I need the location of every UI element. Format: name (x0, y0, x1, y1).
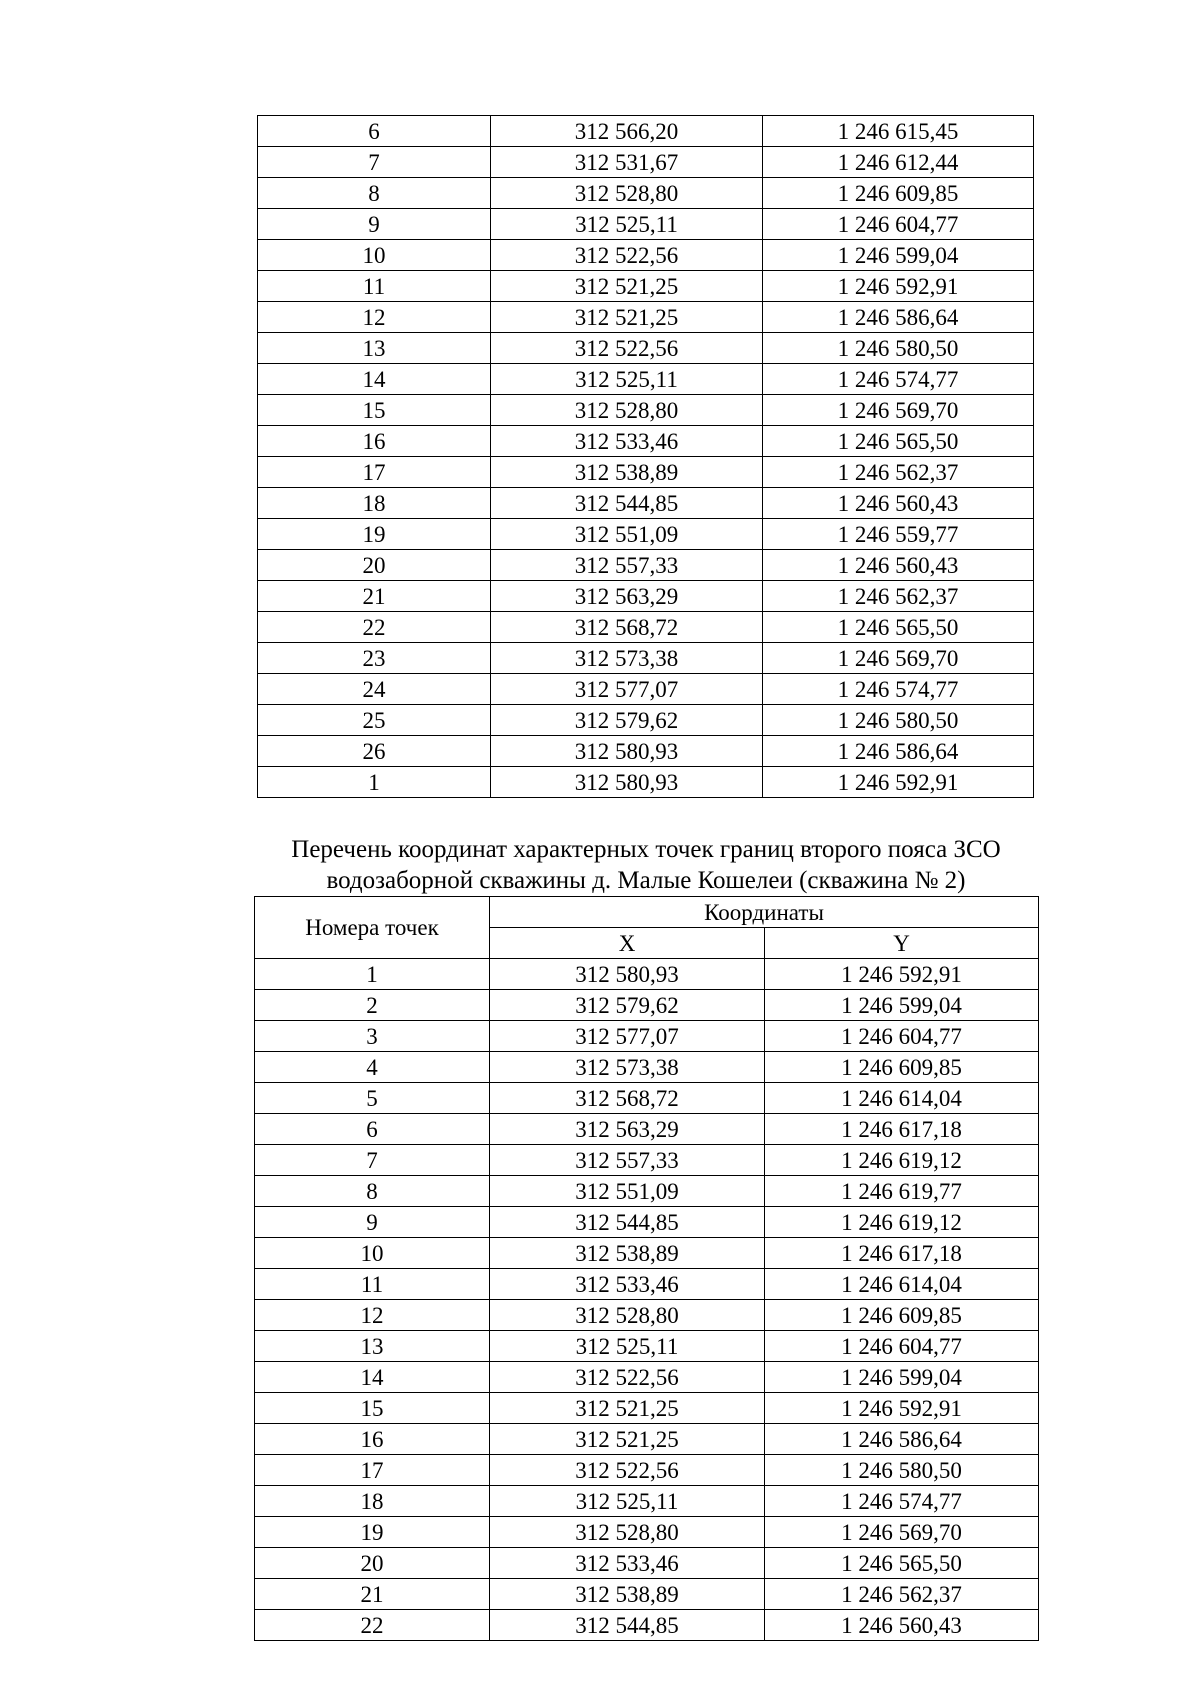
y-coordinate-cell: 1 246 574,77 (763, 364, 1034, 395)
point-number-cell: 21 (258, 581, 491, 612)
point-number-cell: 11 (255, 1269, 490, 1300)
x-coordinate-cell: 312 525,11 (491, 209, 763, 240)
table-row (258, 426, 1034, 457)
header-coordinates: Координаты (490, 897, 1039, 928)
point-number-cell: 13 (258, 333, 491, 364)
y-coordinate-cell: 1 246 580,50 (763, 705, 1034, 736)
x-coordinate-cell: 312 563,29 (490, 1114, 765, 1145)
table-row (258, 767, 1034, 798)
table-row (258, 178, 1034, 209)
point-number-cell: 20 (255, 1548, 490, 1579)
caption-line-2: водозаборной скважины д. Малые Кошелеи (скважина № 2) (326, 867, 966, 894)
second-zone-coordinates-table (254, 896, 1039, 1641)
table-row (255, 990, 1039, 1021)
table-row (258, 674, 1034, 705)
table-row (258, 488, 1034, 519)
point-number-cell: 9 (258, 209, 491, 240)
point-number-cell: 1 (258, 767, 491, 798)
y-coordinate-cell: 1 246 562,37 (763, 581, 1034, 612)
table-body (258, 116, 1034, 798)
y-coordinate-cell: 1 246 612,44 (763, 147, 1034, 178)
y-coordinate-cell: 1 246 562,37 (765, 1579, 1039, 1610)
x-coordinate-cell: 312 521,25 (490, 1393, 765, 1424)
point-number-cell: 16 (255, 1424, 490, 1455)
x-coordinate-cell: 312 521,25 (491, 302, 763, 333)
point-number-cell: 4 (255, 1052, 490, 1083)
y-coordinate-cell: 1 246 569,70 (763, 395, 1034, 426)
y-coordinate-cell: 1 246 592,91 (765, 959, 1039, 990)
table-row (255, 1238, 1039, 1269)
point-number-cell: 3 (255, 1021, 490, 1052)
y-coordinate-cell: 1 246 580,50 (765, 1455, 1039, 1486)
point-number-cell: 12 (258, 302, 491, 333)
table-row (255, 1517, 1039, 1548)
x-coordinate-cell: 312 579,62 (490, 990, 765, 1021)
x-coordinate-cell: 312 568,72 (491, 612, 763, 643)
y-coordinate-cell: 1 246 565,50 (765, 1548, 1039, 1579)
table-row (258, 550, 1034, 581)
x-coordinate-cell: 312 528,80 (490, 1517, 765, 1548)
table-row (255, 1424, 1039, 1455)
table-row (255, 1145, 1039, 1176)
table-row (258, 240, 1034, 271)
x-coordinate-cell: 312 525,11 (491, 364, 763, 395)
y-coordinate-cell: 1 246 604,77 (763, 209, 1034, 240)
point-number-cell: 18 (255, 1486, 490, 1517)
table-row (255, 1362, 1039, 1393)
header-point-numbers: Номера точек (255, 897, 490, 959)
x-coordinate-cell: 312 528,80 (491, 178, 763, 209)
point-number-cell: 24 (258, 674, 491, 705)
table-header (255, 897, 1039, 959)
point-number-cell: 2 (255, 990, 490, 1021)
table-caption (254, 834, 1038, 896)
table-row (255, 1021, 1039, 1052)
x-coordinate-cell: 312 522,56 (490, 1455, 765, 1486)
x-coordinate-cell: 312 528,80 (490, 1300, 765, 1331)
table-row (255, 1052, 1039, 1083)
table-row (255, 1176, 1039, 1207)
y-coordinate-cell: 1 246 599,04 (763, 240, 1034, 271)
point-number-cell: 10 (258, 240, 491, 271)
y-coordinate-cell: 1 246 560,43 (763, 550, 1034, 581)
table-row (258, 116, 1034, 147)
y-coordinate-cell: 1 246 617,18 (765, 1238, 1039, 1269)
x-coordinate-cell: 312 580,93 (490, 959, 765, 990)
y-coordinate-cell: 1 246 604,77 (765, 1331, 1039, 1362)
x-coordinate-cell: 312 544,85 (491, 488, 763, 519)
y-coordinate-cell: 1 246 609,85 (763, 178, 1034, 209)
point-number-cell: 6 (258, 116, 491, 147)
point-number-cell: 23 (258, 643, 491, 674)
x-coordinate-cell: 312 544,85 (490, 1610, 765, 1641)
y-coordinate-cell: 1 246 586,64 (765, 1424, 1039, 1455)
table-row (258, 457, 1034, 488)
x-coordinate-cell: 312 538,89 (491, 457, 763, 488)
point-number-cell: 22 (258, 612, 491, 643)
point-number-cell: 17 (255, 1455, 490, 1486)
y-coordinate-cell: 1 246 560,43 (763, 488, 1034, 519)
y-coordinate-cell: 1 246 599,04 (765, 990, 1039, 1021)
y-coordinate-cell: 1 246 592,91 (763, 767, 1034, 798)
x-coordinate-cell: 312 521,25 (490, 1424, 765, 1455)
x-coordinate-cell: 312 522,56 (490, 1362, 765, 1393)
y-coordinate-cell: 1 246 617,18 (765, 1114, 1039, 1145)
table-row (258, 395, 1034, 426)
point-number-cell: 17 (258, 457, 491, 488)
y-coordinate-cell: 1 246 580,50 (763, 333, 1034, 364)
y-coordinate-cell: 1 246 604,77 (765, 1021, 1039, 1052)
header-x: X (490, 928, 765, 959)
x-coordinate-cell: 312 533,46 (490, 1269, 765, 1300)
point-number-cell: 18 (258, 488, 491, 519)
y-coordinate-cell: 1 246 619,77 (765, 1176, 1039, 1207)
point-number-cell: 10 (255, 1238, 490, 1269)
point-number-cell: 7 (258, 147, 491, 178)
table-row (255, 1455, 1039, 1486)
table-row (258, 302, 1034, 333)
point-number-cell: 9 (255, 1207, 490, 1238)
x-coordinate-cell: 312 580,93 (491, 767, 763, 798)
x-coordinate-cell: 312 544,85 (490, 1207, 765, 1238)
table-row (258, 333, 1034, 364)
x-coordinate-cell: 312 551,09 (491, 519, 763, 550)
table-row (258, 736, 1034, 767)
y-coordinate-cell: 1 246 609,85 (765, 1052, 1039, 1083)
point-number-cell: 5 (255, 1083, 490, 1114)
x-coordinate-cell: 312 533,46 (491, 426, 763, 457)
table-body (255, 959, 1039, 1641)
table-row (258, 209, 1034, 240)
x-coordinate-cell: 312 521,25 (491, 271, 763, 302)
table-row (258, 271, 1034, 302)
y-coordinate-cell: 1 246 592,91 (765, 1393, 1039, 1424)
point-number-cell: 15 (258, 395, 491, 426)
point-number-cell: 19 (258, 519, 491, 550)
table-row (258, 643, 1034, 674)
y-coordinate-cell: 1 246 586,64 (763, 302, 1034, 333)
y-coordinate-cell: 1 246 569,70 (765, 1517, 1039, 1548)
table-row (255, 1114, 1039, 1145)
point-number-cell: 14 (255, 1362, 490, 1393)
table-row (255, 1486, 1039, 1517)
point-number-cell: 8 (258, 178, 491, 209)
point-number-cell: 20 (258, 550, 491, 581)
point-number-cell: 15 (255, 1393, 490, 1424)
point-number-cell: 16 (258, 426, 491, 457)
table-row (255, 1579, 1039, 1610)
point-number-cell: 13 (255, 1331, 490, 1362)
x-coordinate-cell: 312 525,11 (490, 1486, 765, 1517)
y-coordinate-cell: 1 246 565,50 (763, 426, 1034, 457)
table-row (258, 364, 1034, 395)
header-y: Y (765, 928, 1039, 959)
x-coordinate-cell: 312 522,56 (491, 240, 763, 271)
point-number-cell: 19 (255, 1517, 490, 1548)
x-coordinate-cell: 312 551,09 (490, 1176, 765, 1207)
x-coordinate-cell: 312 573,38 (490, 1052, 765, 1083)
point-number-cell: 14 (258, 364, 491, 395)
point-number-cell: 21 (255, 1579, 490, 1610)
x-coordinate-cell: 312 538,89 (490, 1238, 765, 1269)
caption-line-1: Перечень координат характерных точек границ второго пояса ЗСО (291, 836, 1001, 863)
y-coordinate-cell: 1 246 560,43 (765, 1610, 1039, 1641)
table-row (255, 1610, 1039, 1641)
x-coordinate-cell: 312 538,89 (490, 1579, 765, 1610)
table-row (258, 519, 1034, 550)
point-number-cell: 7 (255, 1145, 490, 1176)
table-row (258, 612, 1034, 643)
table-row (255, 959, 1039, 990)
y-coordinate-cell: 1 246 615,45 (763, 116, 1034, 147)
x-coordinate-cell: 312 528,80 (491, 395, 763, 426)
x-coordinate-cell: 312 533,46 (490, 1548, 765, 1579)
y-coordinate-cell: 1 246 574,77 (765, 1486, 1039, 1517)
x-coordinate-cell: 312 566,20 (491, 116, 763, 147)
table-row (255, 1548, 1039, 1579)
x-coordinate-cell: 312 577,07 (491, 674, 763, 705)
y-coordinate-cell: 1 246 599,04 (765, 1362, 1039, 1393)
coordinates-table-continuation (257, 115, 1034, 798)
table-row (255, 1083, 1039, 1114)
table-row (255, 1269, 1039, 1300)
table-row (258, 581, 1034, 612)
y-coordinate-cell: 1 246 569,70 (763, 643, 1034, 674)
x-coordinate-cell: 312 577,07 (490, 1021, 765, 1052)
point-number-cell: 26 (258, 736, 491, 767)
y-coordinate-cell: 1 246 592,91 (763, 271, 1034, 302)
y-coordinate-cell: 1 246 614,04 (765, 1083, 1039, 1114)
point-number-cell: 25 (258, 705, 491, 736)
y-coordinate-cell: 1 246 559,77 (763, 519, 1034, 550)
y-coordinate-cell: 1 246 614,04 (765, 1269, 1039, 1300)
x-coordinate-cell: 312 568,72 (490, 1083, 765, 1114)
point-number-cell: 1 (255, 959, 490, 990)
point-number-cell: 12 (255, 1300, 490, 1331)
table-row (258, 705, 1034, 736)
x-coordinate-cell: 312 522,56 (491, 333, 763, 364)
point-number-cell: 22 (255, 1610, 490, 1641)
table-row (255, 1300, 1039, 1331)
x-coordinate-cell: 312 557,33 (490, 1145, 765, 1176)
table-row (255, 1207, 1039, 1238)
y-coordinate-cell: 1 246 574,77 (763, 674, 1034, 705)
x-coordinate-cell: 312 531,67 (491, 147, 763, 178)
y-coordinate-cell: 1 246 562,37 (763, 457, 1034, 488)
y-coordinate-cell: 1 246 565,50 (763, 612, 1034, 643)
table-row (258, 147, 1034, 178)
x-coordinate-cell: 312 573,38 (491, 643, 763, 674)
x-coordinate-cell: 312 557,33 (491, 550, 763, 581)
point-number-cell: 6 (255, 1114, 490, 1145)
table-row (255, 1331, 1039, 1362)
x-coordinate-cell: 312 563,29 (491, 581, 763, 612)
x-coordinate-cell: 312 525,11 (490, 1331, 765, 1362)
y-coordinate-cell: 1 246 586,64 (763, 736, 1034, 767)
y-coordinate-cell: 1 246 619,12 (765, 1145, 1039, 1176)
point-number-cell: 11 (258, 271, 491, 302)
point-number-cell: 8 (255, 1176, 490, 1207)
x-coordinate-cell: 312 579,62 (491, 705, 763, 736)
y-coordinate-cell: 1 246 619,12 (765, 1207, 1039, 1238)
x-coordinate-cell: 312 580,93 (491, 736, 763, 767)
y-coordinate-cell: 1 246 609,85 (765, 1300, 1039, 1331)
table-row (255, 1393, 1039, 1424)
